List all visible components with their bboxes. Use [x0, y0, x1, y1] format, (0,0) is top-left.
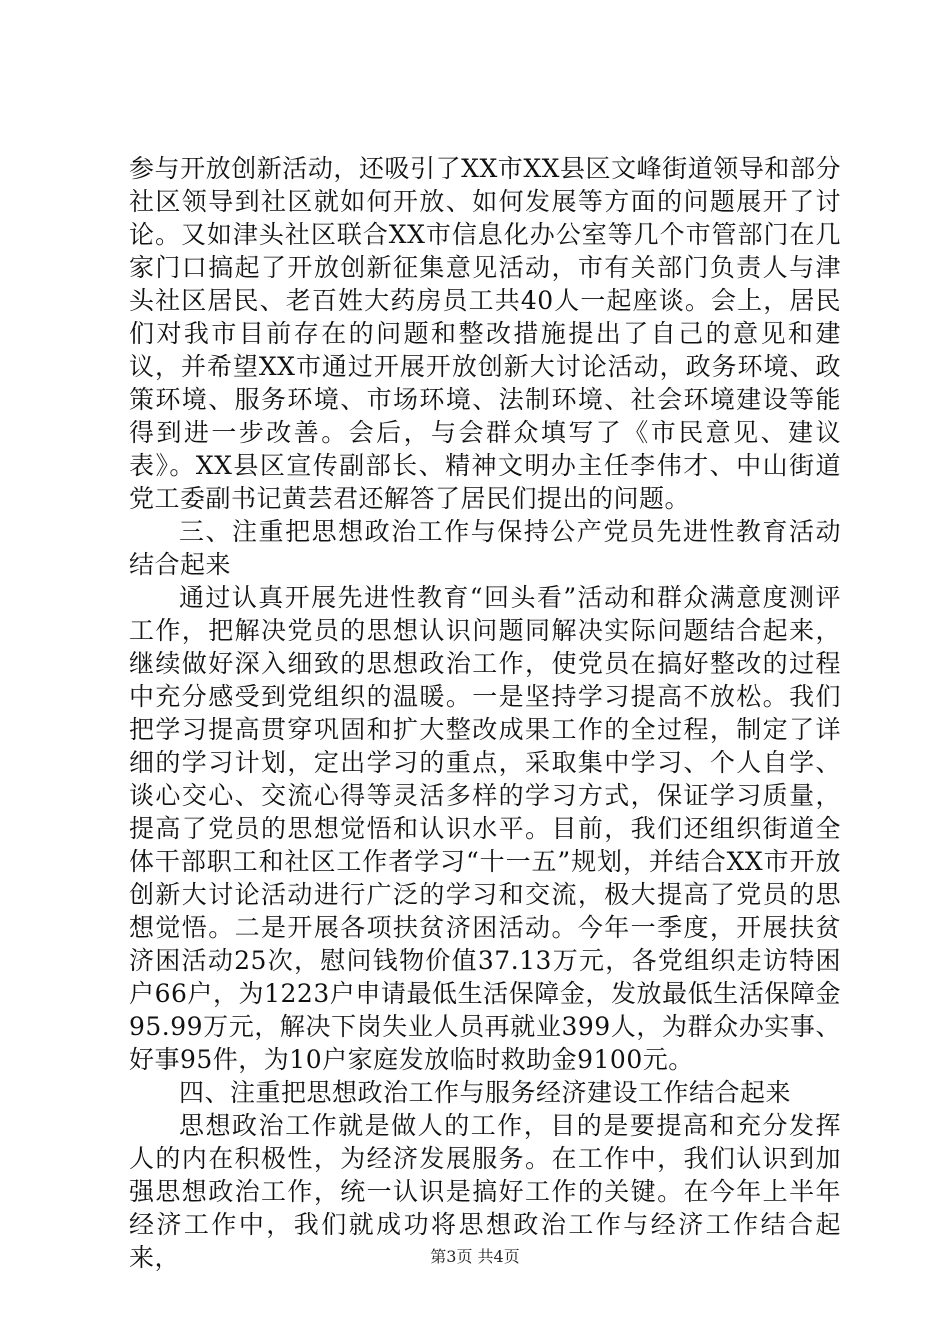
section-heading-3: 三、注重把思想政治工作与保持公产党员先进性教育活动结合起来 — [129, 517, 841, 579]
page-footer: 第3页 共4页 — [430, 1247, 520, 1266]
paragraph-section-3: 通过认真开展先进性教育“回头看”活动和群众满意度测评工作，把解决党员的思想认识问题同解决实际问题结合起来，继续做好深入细致的思想政治工作，使党员在搞好整改的过程中充分感受到党组织的温暖。一是坚持学习提高不放松。我们把学习提高贯穿巩固和扩大整改成果工作的全过程，制定了详细的学习计划，定出学习的重点，采取集中学习、个人自学、谈心交心、交流心得等灵活多样的学习方式，保证学习质量，提高了党员的思想觉悟和认识水平。目前，我们还组织街道全体干部职工和社区工作者学习“十一五”规划，并结合XX市开放创新大讨论活动进行广泛的学习和交流，极大提高了党员的思想觉悟。二是开展各项扶贫济困活动。今年一季度，开展扶贫济困活动25次，慰问钱物价值37.13万元，各党组织走访特困户66户，为1223户申请最低生活保障金，发放最低生活保障金95.99万元，解决下岗失业人员再就业399人，为群众办实事、好事95件，为10户家庭发放临时救助金9100元。 — [129, 583, 841, 1074]
paragraph-continuation: 参与开放创新活动，还吸引了XX市XX县区文峰街道领导和部分社区领导到社区就如何开放、如何发展等方面的问题展开了讨论。又如津头社区联合XX市信息化办公室等几个市管部门在几家门口搞起了开放创新征集意见活动，市有关部门负责人与津头社区居民、老百姓大药房员工共40人一起座谈。会上，居民们对我市目前存在的问题和整改措施提出了自己的意见和建议，并希望XX市通过开展开放创新大讨论活动，政务环境、政策环境、服务环境、市场环境、法制环境、社会环境建设等能得到进一步改善。会后，与会群众填写了《市民意见、建议表》。XX县区宣传副部长、精神文明办主任李伟才、中山街道党工委副书记黄芸君还解答了居民们提出的问题。 — [129, 154, 841, 513]
paragraph-section-4: 思想政治工作就是做人的工作，目的是要提高和充分发挥人的内在积极性，为经济发展服务。在工作中，我们认识到加强思想政治工作，统一认识是搞好工作的关键。在今年上半年经济工作中，我们就成功将思想政治工作与经济工作结合起来， — [129, 1111, 841, 1272]
section-heading-4: 四、注重把思想政治工作与服务经济建设工作结合起来 — [179, 1078, 792, 1107]
document-body — [129, 152, 841, 1274]
